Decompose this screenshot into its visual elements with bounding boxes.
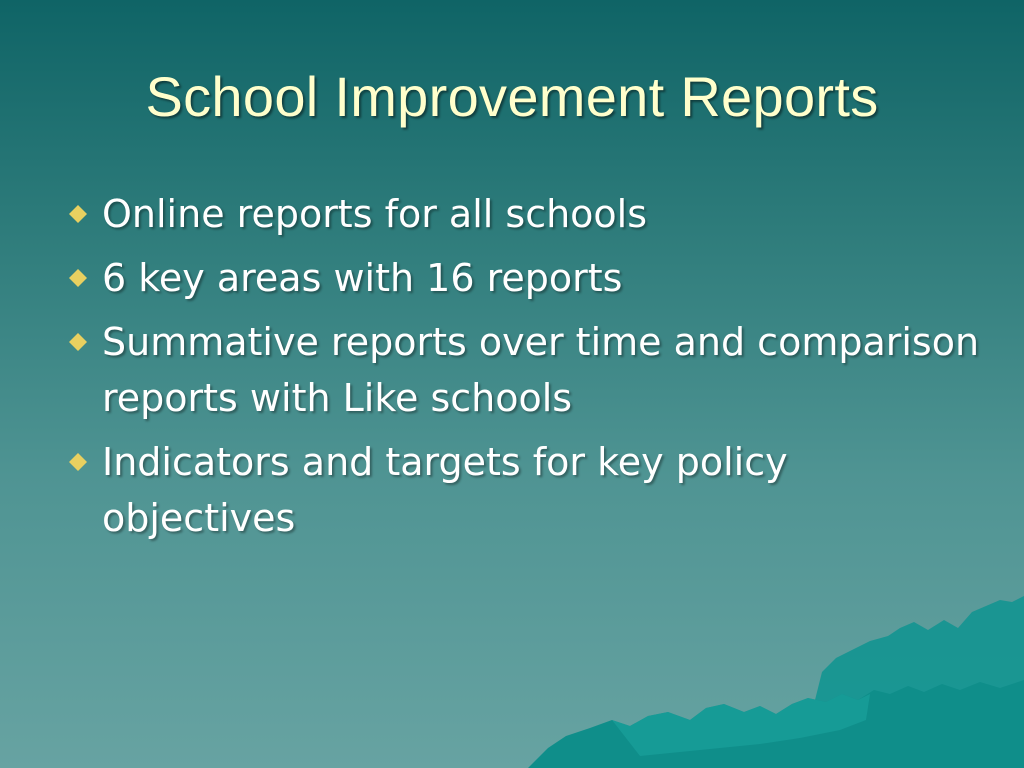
bullet-item (62, 314, 982, 426)
bullet-item (62, 250, 982, 306)
bullet-text: Indicators and targets for key policy objectives (102, 440, 788, 540)
bullet-text: 6 key areas with 16 reports (102, 256, 623, 300)
bullet-list (62, 186, 982, 554)
diamond-icon (64, 314, 94, 370)
bullet-item (62, 434, 982, 546)
bullet-text: Online reports for all schools (102, 192, 648, 236)
slide-title: School Improvement Reports (145, 65, 879, 128)
diamond-icon (64, 434, 94, 490)
bullet-text: Summative reports over time and comparison reports with Like schools (102, 320, 980, 420)
diamond-icon (64, 186, 94, 242)
bullet-item (62, 186, 982, 242)
diamond-icon (64, 250, 94, 306)
